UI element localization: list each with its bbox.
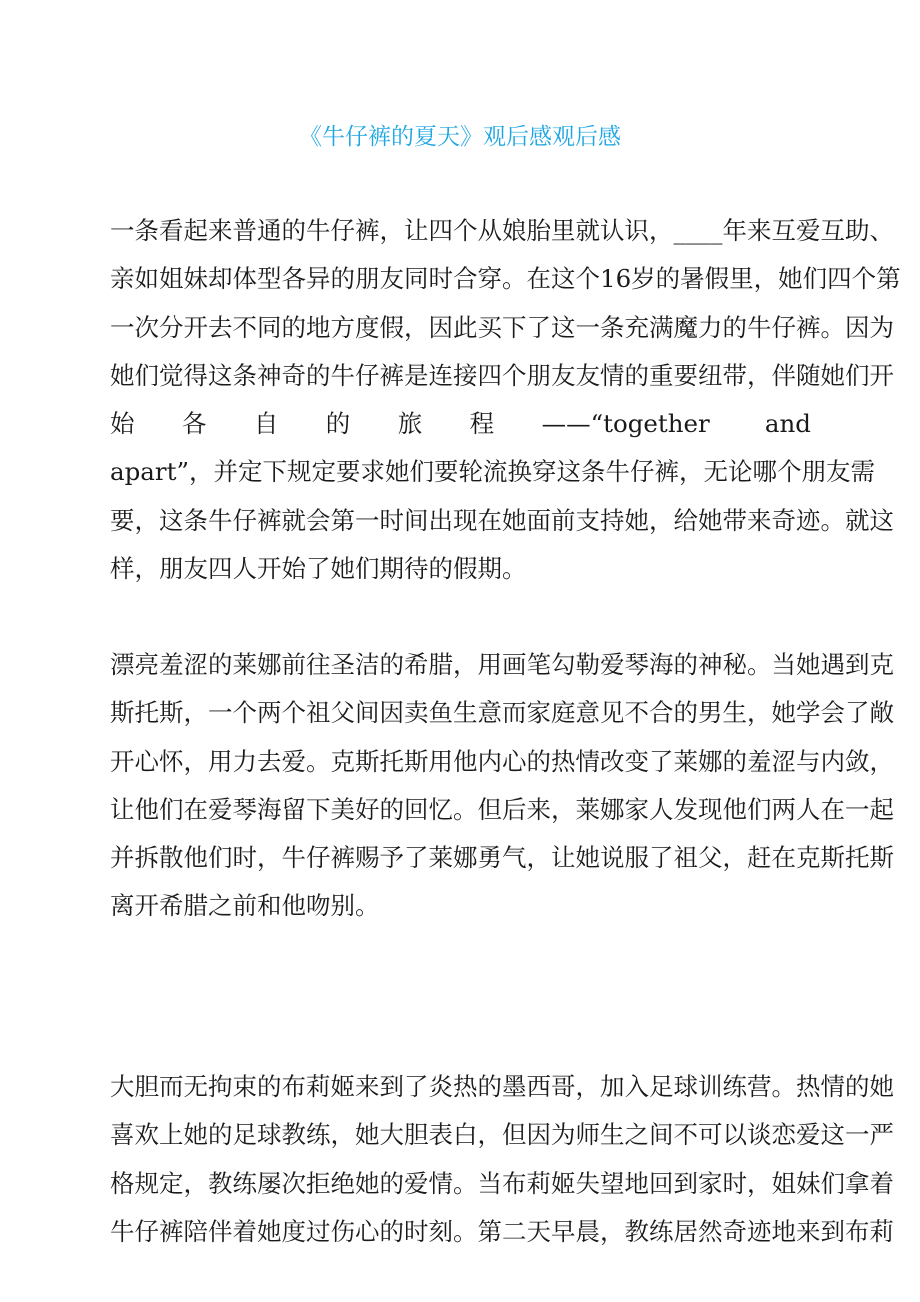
text-line: 喜欢上她的足球教练，她大胆表白，但因为师生之间不可以谈恋爱这一严 (110, 1120, 894, 1150)
text-line: 漂亮羞涩的莱娜前往圣洁的希腊，用画笔勾勒爱琴海的神秘。当她遇到克 (110, 650, 894, 679)
text-line: 要，这条牛仔裤就会第一时间出现在她面前支持她，给她带来奇迹。就这 (110, 505, 894, 535)
text-line: apart”，并定下规定要求她们要轮流换穿这条牛仔裤，无论哪个朋友需 (110, 457, 875, 487)
text-line: 始各自的旅程——“together and (110, 409, 811, 439)
text-line: 大胆而无拘束的布莉姬来到了炎热的墨西哥，加入足球训练营。热情的她 (110, 1072, 894, 1101)
paragraph-bridget (110, 1063, 894, 1256)
text-line: 斯托斯，一个两个祖父间因卖鱼生意而家庭意见不合的男生，她学会了敞 (110, 698, 894, 728)
text-line: 亲如姐妹却体型各异的朋友同时合穿。在这个16岁的暑假里，她们四个第 (110, 264, 901, 294)
document-title: 《牛仔裤的夏天》观后感观后感 (299, 124, 621, 150)
text-line: 一条看起来普通的牛仔裤，让四个从娘胎里就认识，____年来互爱互助、 (110, 216, 894, 245)
text-line: 一次分开去不同的地方度假，因此买下了这一条充满魔力的牛仔裤。因为 (110, 312, 894, 342)
text-line: 她们觉得这条神奇的牛仔裤是连接四个朋友友情的重要纽带，伴随她们开 (110, 360, 894, 390)
text-line: 并拆散他们时，牛仔裤赐予了莱娜勇气，让她说服了祖父，赶在克斯托斯 (110, 843, 894, 873)
text-line: 让他们在爱琴海留下美好的回忆。但后来，莱娜家人发现他们两人在一起 (110, 794, 894, 824)
text-line: 格规定，教练屡次拒绝她的爱情。当布莉姬失望地回到家时，姐妹们拿着 (110, 1168, 894, 1198)
text-line: 牛仔裤陪伴着她度过伤心的时刻。第二天早晨，教练居然奇迹地来到布莉 (110, 1216, 894, 1246)
paragraph-lena (110, 641, 894, 931)
paragraph-intro (110, 207, 901, 593)
text-line: 开心怀，用力去爱。克斯托斯用他内心的热情改变了莱娜的羞涩与内敛， (110, 746, 894, 776)
text-line: 样，朋友四人开始了她们期待的假期。 (110, 554, 527, 584)
text-line: 离开希腊之前和他吻别。 (110, 891, 380, 921)
